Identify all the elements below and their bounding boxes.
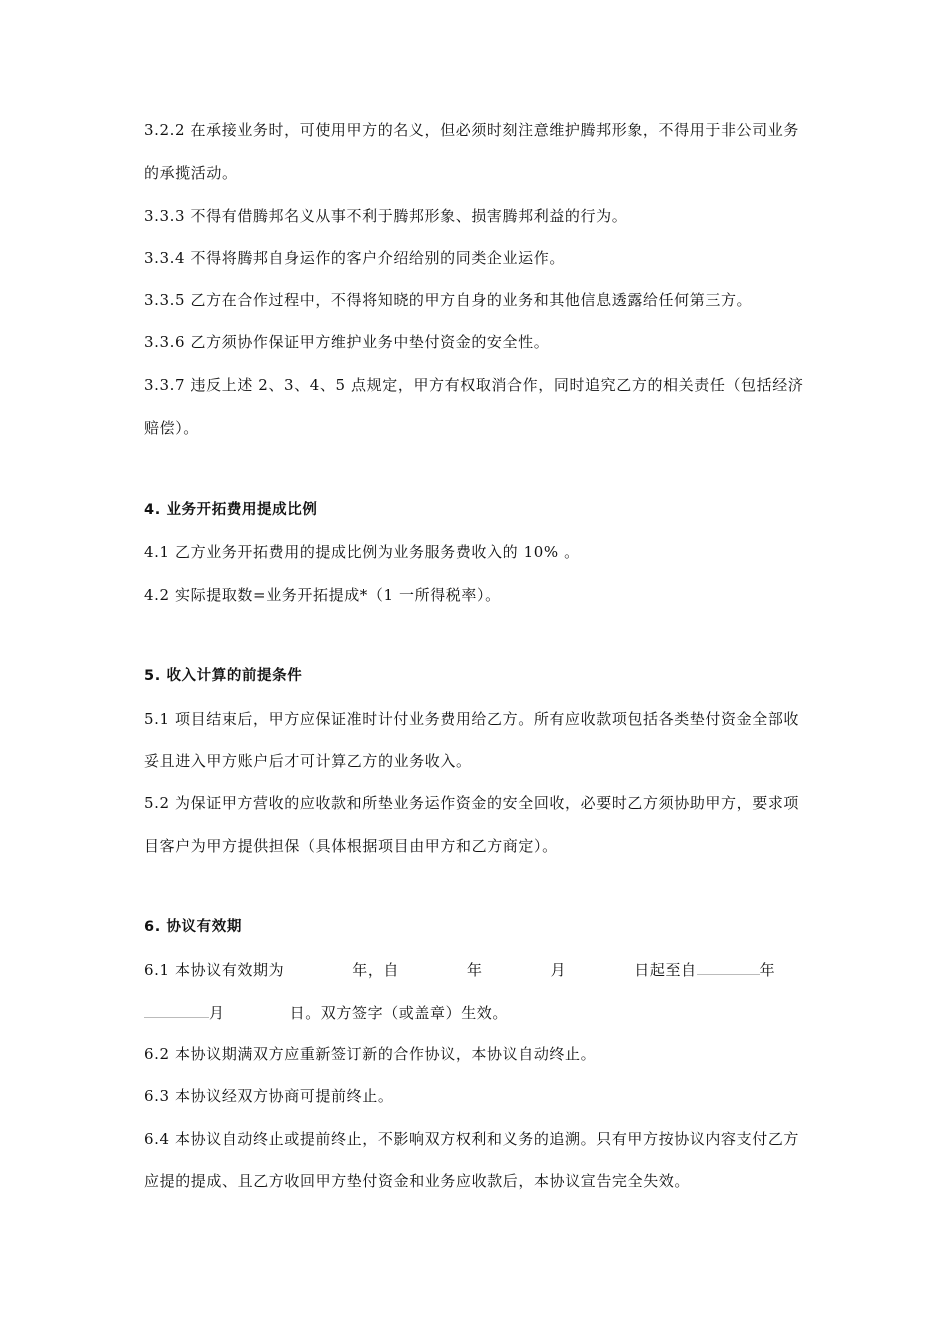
section-6-heading: 6. 协议有效期 [144, 919, 242, 935]
clause-3-3-3: 3.3.3 不得有借腾邦名义从事不利于腾邦形象、损害腾邦利益的行为。 [144, 207, 628, 225]
clause-4-2: 4.2 实际提取数=业务开拓提成*（1 一所得税率）。 [144, 586, 501, 604]
clause-6-4-cont: 应提的提成、且乙方收回甲方垫付资金和业务应收款后，本协议宣告完全失效。 [144, 1172, 691, 1190]
clause-5-2-cont: 目客户为甲方提供担保（具体根据项目由甲方和乙方商定）。 [144, 837, 558, 855]
clause-6-4: 6.4 本协议自动终止或提前终止，不影响双方权利和义务的追溯。只有甲方按协议内容支付乙方 [144, 1130, 800, 1148]
section-4-heading: 4. 业务开拓费用提成比例 [144, 502, 318, 518]
clause-6-1-cont [144, 1002, 508, 1023]
clause-4-1: 4.1 乙方业务开拓费用的提成比例为业务服务费收入的 10% 。 [144, 543, 580, 561]
clause-6-1-end-month: 月 [209, 1004, 225, 1022]
clause-6-1-end-year: 年 [759, 961, 776, 979]
clause-6-1-year: 年 [467, 961, 483, 979]
clause-5-1: 5.1 项目结束后，甲方应保证准时计付业务费用给乙方。所有应收款项包括各类垫付资金全部收 [144, 710, 800, 728]
section-5-heading: 5. 收入计算的前提条件 [144, 668, 303, 684]
clause-6-1-label: 6.1 本协议有效期为 [144, 961, 285, 979]
clause-6-2: 6.2 本协议期满双方应重新签订新的合作协议，本协议自动终止。 [144, 1045, 597, 1063]
clause-3-2-2-cont: 的承揽活动。 [144, 164, 238, 182]
clause-3-2-2: 3.2.2 在承接业务时，可使用甲方的名义，但必须时刻注意维护腾邦形象，不得用于非公司业务 [144, 121, 799, 139]
clause-5-1-cont: 妥且进入甲方账户后才可计算乙方的业务收入。 [144, 752, 472, 770]
clause-5-2: 5.2 为保证甲方营收的应收款和所垫业务运作资金的安全回收，必要时乙方须协助甲方，要求项 [144, 794, 800, 812]
clause-3-3-4: 3.3.4 不得将腾邦自身运作的客户介绍给别的同类企业运作。 [144, 249, 565, 267]
clause-3-3-7: 3.3.7 违反上述 2、3、4、5 点规定，甲方有权取消合作，同时追究乙方的相关责任（包括经济 [144, 376, 804, 394]
clause-3-3-7-cont: 赔偿）。 [144, 419, 199, 437]
clause-6-1-day-until: 日起至自 [634, 961, 697, 979]
blank-end-month [144, 1002, 209, 1018]
clause-6-3: 6.3 本协议经双方协商可提前终止。 [144, 1087, 394, 1105]
clause-6-1-month: 月 [550, 961, 567, 979]
clause-6-1-years-from: 年，自 [352, 961, 400, 979]
clause-6-1 [144, 959, 784, 980]
clause-3-3-6: 3.3.6 乙方须协作保证甲方维护业务中垫付资金的安全性。 [144, 333, 550, 351]
clause-3-3-5: 3.3.5 乙方在合作过程中，不得将知晓的甲方自身的业务和其他信息透露给任何第三方。 [144, 291, 753, 309]
blank-end-year [697, 959, 760, 975]
clause-6-1-end-day: 日。双方签字（或盖章）生效。 [289, 1004, 509, 1022]
